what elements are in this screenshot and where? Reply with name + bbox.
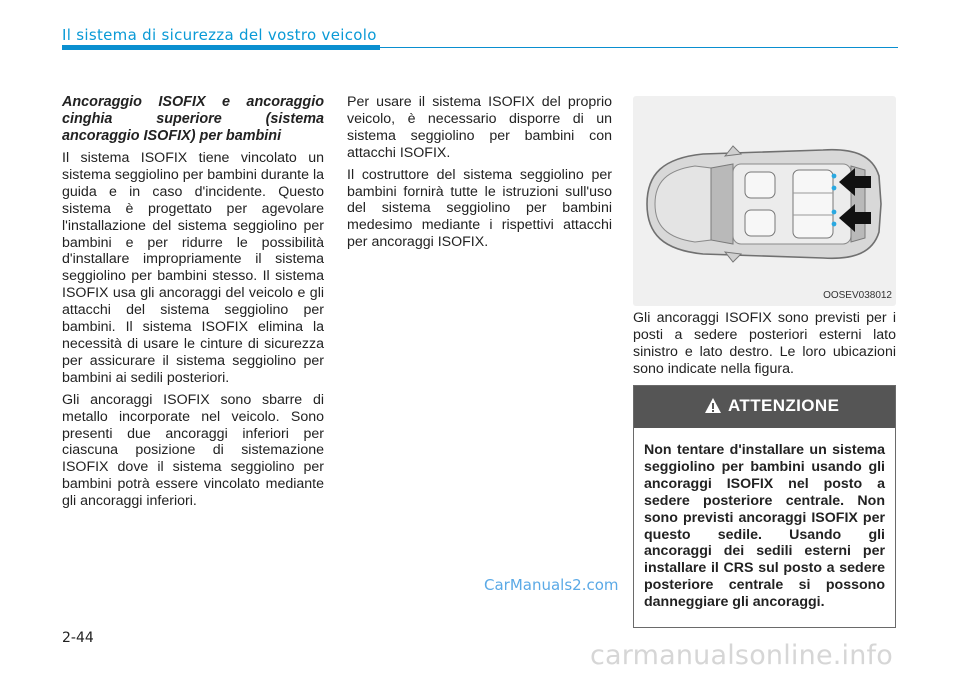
- paragraph: Gli ancoraggi ISOFIX sono previsti per i posti a sedere posteriori esterni lato sinistro e lato destro. Le loro ubicazioni sono indicate nella figura.: [633, 310, 896, 377]
- paragraph: Il sistema ISOFIX tiene vincolato un sistema seggiolino per bambini durante la guida e in caso d'incidente. Questo sistema è progettato per agevolare l'installazione del sistema seggiolino per bambini e per ridurre le possibilità d'installare impropriamente il sistema seggiolino per bambini stesso. Il sistema ISOFIX usa gli ancoraggi del veicolo e gli attacchi del sistema seggiolino per bambini. Il sistema ISOFIX elimina la necessità di usare le cinture di sicurezza per assicurare il sistema seggiolino per bambini ai sedili posteriori.: [62, 150, 324, 386]
- page-number: 2-44: [62, 630, 94, 646]
- warning-title: ATTENZIONE: [728, 396, 840, 415]
- warning-text: Non tentare d'installare un sistema seggiolino per bambini usando gli ancoraggi ISOFIX nel posto a sedere posteriore centrale. Non sono previsti ancoraggi ISOFIX per questo sedile. Usando gli ancoraggi dei sedili esterni per installare il CRS sul posto a sedere posteriore centrale si possono danneggiare gli ancoraggi.: [644, 442, 885, 611]
- figure-code: OOSEV038012: [823, 290, 892, 301]
- warning-triangle-icon: [704, 397, 722, 414]
- car-top-view-illustration: [633, 96, 896, 306]
- warning-header: [634, 386, 895, 428]
- section-heading: Ancoraggio ISOFIX e ancoraggio cinghia superiore (sistema ancoraggio ISOFIX) per bambini: [62, 94, 324, 144]
- section-title: Il sistema di sicurezza del vostro veicolo: [62, 26, 377, 44]
- header-rule-thick: [62, 45, 380, 50]
- paragraph: Per usare il sistema ISOFIX del proprio veicolo, è necessario disporre di un sistema seggiolino per bambini con attacchi ISOFIX.: [347, 94, 612, 161]
- header-rule-thin: [380, 47, 898, 48]
- text-column-2: [347, 94, 612, 256]
- paragraph: Gli ancoraggi ISOFIX sono sbarre di metallo incorporate nel veicolo. Sono presenti due ancoraggi inferiori per ciascuna posizione di sistemazione ISOFIX dove il sistema seggiolino per bambini potrà essere vincolato mediante gli ancoraggi inferiori.: [62, 391, 324, 510]
- footer-watermark: carmanualsonline.info: [590, 640, 893, 671]
- paragraph: Il costruttore del sistema seggiolino per bambini fornirà tutte le istruzioni sull'uso del sistema seggiolino per bambini medesimo mediante i rispettivi attacchi per ancoraggi ISOFIX.: [347, 166, 612, 251]
- text-column-1: [62, 94, 324, 515]
- car-figure: [633, 96, 896, 306]
- watermark-link[interactable]: CarManuals2.com: [484, 576, 619, 594]
- warning-box: [633, 385, 896, 628]
- text-column-3: [633, 310, 896, 383]
